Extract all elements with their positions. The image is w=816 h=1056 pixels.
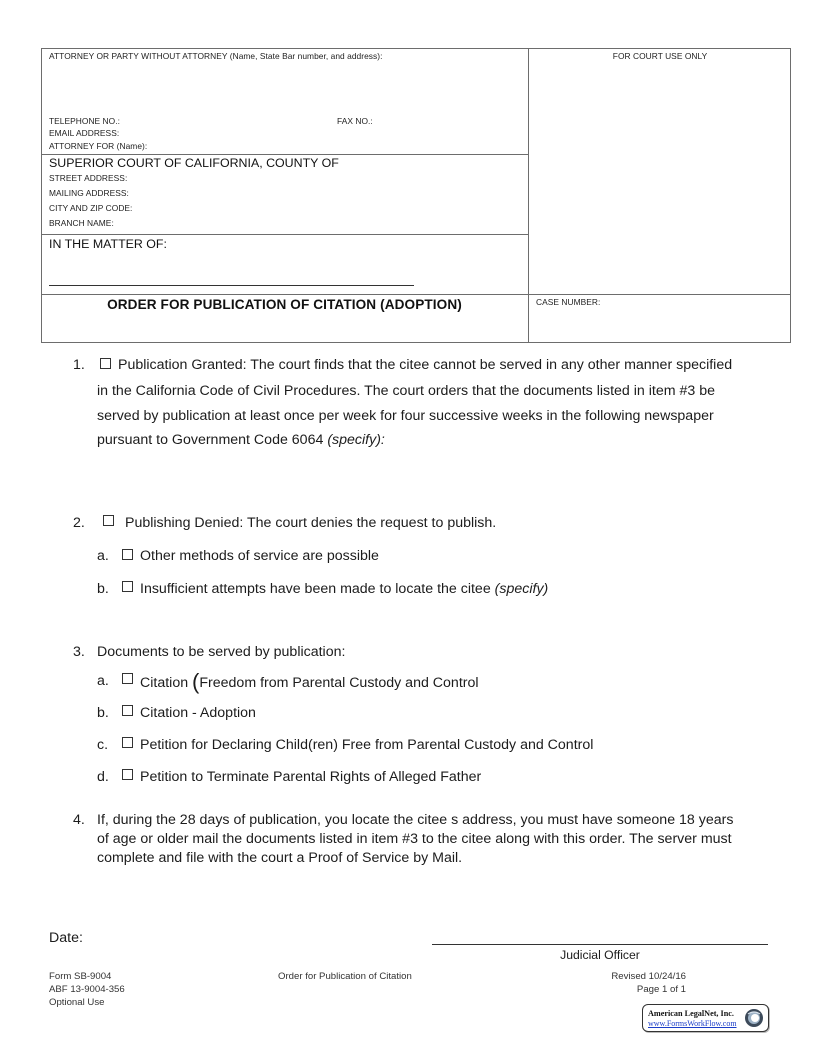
matter-underline <box>49 285 414 286</box>
item-1-specify: (specify): <box>327 432 385 448</box>
item-3d-text: Petition to Terminate Parental Rights of Alleged Father <box>140 769 482 785</box>
publishing-denied-checkbox[interactable] <box>103 515 114 526</box>
abf-id: ABF 13-9004-356 <box>49 984 125 995</box>
item-1-text-line-1: Publication Granted: The court finds that the citee cannot be served in any other manner specified <box>118 357 733 373</box>
item-2b-specify: (specify) <box>494 581 549 597</box>
item-3a-letter: a. <box>97 673 109 689</box>
case-number-field[interactable] <box>536 310 786 338</box>
form-id: Form SB-9004 <box>49 971 112 982</box>
court-use-field[interactable] <box>532 64 787 290</box>
item-4-text-line-2: of age or older mail the documents listed in item #3 to the citee along with this order. The server must <box>97 831 732 847</box>
mailing-address-field[interactable] <box>135 187 520 198</box>
item-3c-text: Petition for Declaring Child(ren) Free from Parental Custody and Control <box>140 737 594 753</box>
row-divider-court <box>41 154 528 155</box>
judicial-officer-label: Judicial Officer <box>560 948 640 962</box>
telephone-label: TELEPHONE NO.: <box>49 116 120 126</box>
item-3a-main2: Freedom from Parental Custody and Control <box>199 675 479 691</box>
petition-declaring-free-checkbox[interactable] <box>122 737 133 748</box>
item-2-number: 2. <box>73 515 85 531</box>
badge-company-name: American LegalNet, Inc. <box>648 1009 734 1018</box>
fax-field[interactable] <box>380 115 520 126</box>
item-3a-text <box>140 669 479 694</box>
item-1-text-line-4 <box>97 433 385 447</box>
other-methods-checkbox[interactable] <box>122 549 133 560</box>
item-3b-letter: b. <box>97 705 109 721</box>
row-divider-title <box>41 294 791 295</box>
city-zip-label: CITY AND ZIP CODE: <box>49 203 133 213</box>
page-number: Page 1 of 1 <box>636 984 686 995</box>
footer-title: Order for Publication of Citation <box>278 971 412 982</box>
badge-url-link[interactable]: www.FormsWorkFlow.com <box>648 1019 737 1028</box>
court-use-label: FOR COURT USE ONLY <box>612 51 708 61</box>
item-3-number: 3. <box>73 644 85 660</box>
item-2a-letter: a. <box>97 548 109 564</box>
branch-name-field[interactable] <box>122 217 520 228</box>
item-1-text-line-4-main: pursuant to Government Code 6064 <box>97 432 328 448</box>
date-label: Date: <box>49 930 83 946</box>
email-field[interactable] <box>125 127 520 138</box>
telephone-field[interactable] <box>118 115 328 126</box>
branch-name-label: BRANCH NAME: <box>49 218 114 228</box>
item-3-text: Documents to be served by publication: <box>97 644 346 660</box>
newspaper-field[interactable] <box>97 452 777 497</box>
revised-date: Revised 10/24/16 <box>611 971 686 982</box>
item-3d-letter: d. <box>97 769 109 785</box>
street-address-label: STREET ADDRESS: <box>49 173 128 183</box>
item-4-number: 4. <box>73 812 85 828</box>
row-divider-matter <box>41 234 528 235</box>
item-2b-letter: b. <box>97 581 109 597</box>
citation-adoption-checkbox[interactable] <box>122 705 133 716</box>
publication-granted-checkbox[interactable] <box>100 358 111 369</box>
item-1-text-line-2: in the California Code of Civil Procedures. The court orders that the documents listed in item #3 be <box>97 383 716 399</box>
city-zip-field[interactable] <box>137 202 520 213</box>
citation-freedom-checkbox[interactable] <box>122 673 133 684</box>
matter-label: IN THE MATTER OF: <box>49 237 167 251</box>
petition-terminate-rights-checkbox[interactable] <box>122 769 133 780</box>
county-field[interactable] <box>330 156 520 170</box>
item-3b-text: Citation - Adoption <box>140 705 256 721</box>
mailing-address-label: MAILING ADDRESS: <box>49 188 129 198</box>
street-address-field[interactable] <box>128 172 520 183</box>
signature-line[interactable] <box>432 944 768 945</box>
optional-use: Optional Use <box>49 997 105 1008</box>
item-2-text: Publishing Denied: The court denies the request to publish. <box>125 515 497 531</box>
item-1-text-line-3: served by publication at least once per week for four successive weeks in the following newspaper <box>97 408 714 424</box>
globe-logo-icon <box>744 1008 764 1028</box>
item-2b-main: Insufficient attempts have been made to locate the citee <box>140 581 495 597</box>
insufficient-attempts-field[interactable] <box>140 600 780 635</box>
american-legalnet-badge[interactable] <box>642 1004 769 1032</box>
matter-field[interactable] <box>49 256 414 286</box>
attorney-label: ATTORNEY OR PARTY WITHOUT ATTORNEY (Name, State Bar number, and address): <box>49 51 383 61</box>
form-title: ORDER FOR PUBLICATION OF CITATION (ADOPTION) <box>107 297 462 312</box>
item-3c-letter: c. <box>97 737 109 753</box>
item-3a-paren: ( <box>192 669 200 694</box>
attorney-field[interactable] <box>46 64 524 114</box>
case-number-label: CASE NUMBER: <box>536 297 601 307</box>
item-1-number: 1. <box>73 357 85 373</box>
item-4-text-line-3: complete and file with the court a Proof of Service by Mail. <box>97 850 463 866</box>
item-2a-text: Other methods of service are possible <box>140 548 379 564</box>
court-title: SUPERIOR COURT OF CALIFORNIA, COUNTY OF <box>49 156 339 170</box>
item-2b-text <box>140 582 548 596</box>
fax-label: FAX NO.: <box>337 116 373 126</box>
insufficient-attempts-checkbox[interactable] <box>122 581 133 592</box>
item-4-text-line-1: If, during the 28 days of publication, you locate the citee s address, you must have someone 18 years <box>97 812 734 828</box>
attorney-for-label: ATTORNEY FOR (Name): <box>49 141 148 151</box>
column-divider <box>528 48 529 343</box>
item-3a-main: Citation <box>140 675 193 691</box>
date-field[interactable] <box>92 928 292 946</box>
email-label: EMAIL ADDRESS: <box>49 128 120 138</box>
attorney-for-field[interactable] <box>155 140 520 151</box>
